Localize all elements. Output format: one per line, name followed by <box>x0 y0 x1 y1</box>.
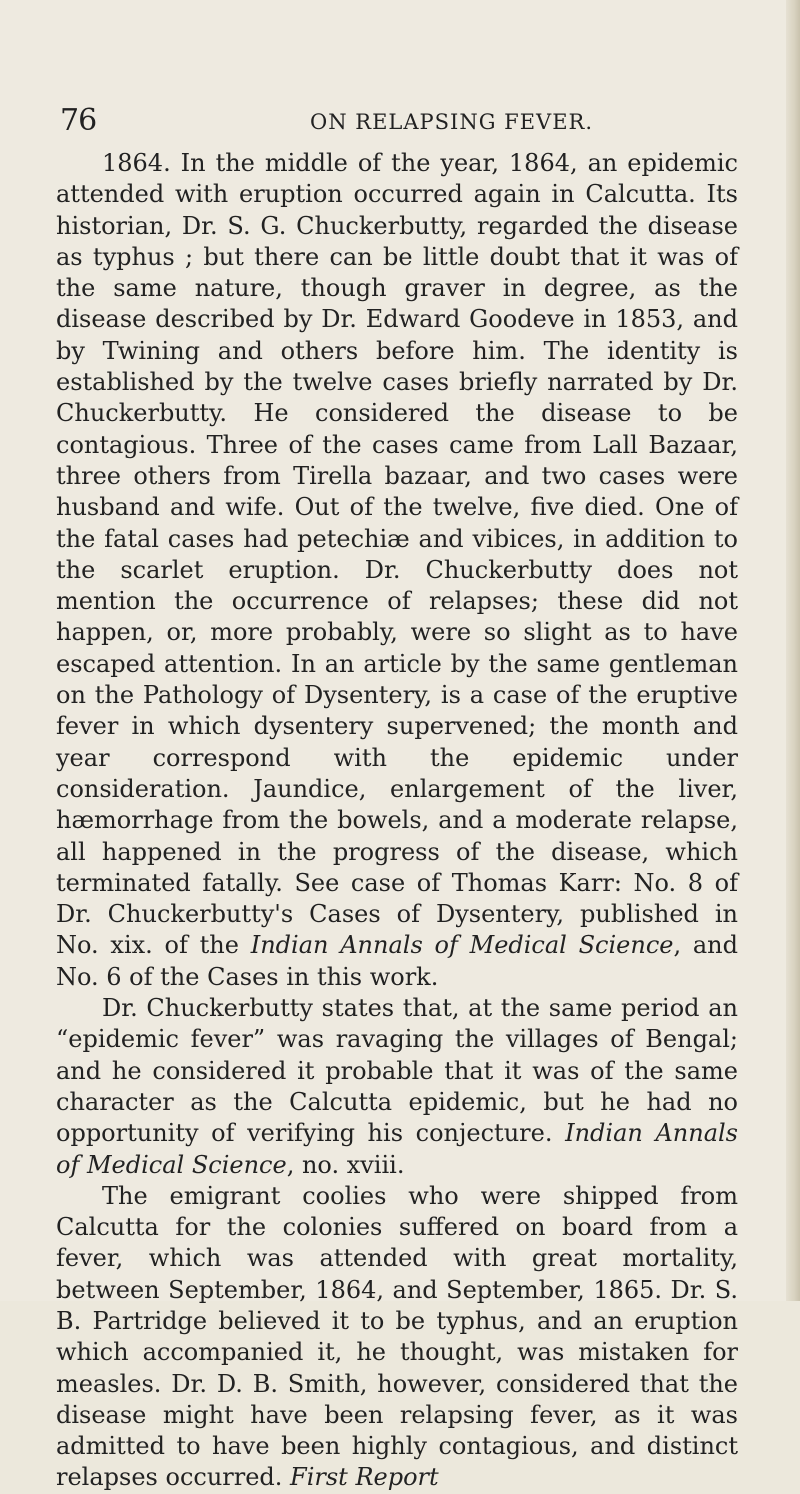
paragraph-text: The emigrant coolies who were shipped from Calcutta for the colonies suffered on board from a fever, which was attended with great mortality, between September, 1864, and September, 1865. Dr. S. B. Partridge believed it to be typhus, and an eruption which accompanied it, he thought, was mistaken for measles. Dr. D. B. Smith, however, considered that the disease might have been relapsing fever, as it was admitted to have been highly contagious, and distinct relapses occurred. <box>56 1181 738 1492</box>
journal-title: Indian Annals of Medical Science <box>250 931 674 960</box>
paragraph-text: , no. xviii. <box>286 1150 405 1179</box>
paragraph-text: 1864. In the middle of the year, 1864, an epidemic attended with eruption occurred again in Calcutta. Its historian, Dr. S. G. Chuckerbutty, regarded the disease as typhus ; but there can be little doubt that it was of the same nature, though graver in degree, as the disease described by Dr. Edward Goodeve in 1853, and by Twining and others before him. The identity is established by the twelve cases briefly narrated by Dr. Chuckerbutty. He considered the disease to be contagious. Three of the cases came from Lall Bazaar, three others from Tirella bazaar, and two cases were husband and wife. Out of the twelve, five died. One of the fatal cases had petechiæ and vibices, in addition to the scarlet eruption. Dr. Chuckerbutty does not mention the occurrence of relapses; these did not happen, or, more probably, were so slight as to have escaped attention. In an article by the same gentleman on the Pathology of Dysentery, is a case of the eruptive fever in which dysentery supervened; the month and year correspond with the epidemic under consideration. Jaundice, enlargement of the liver, hæmorrhage from the bowels, and a moderate relapse, all happened in the progress of the disease, which terminated fatally. See case of Thomas Karr: No. 8 of Dr. Chuckerbutty's Cases of Dysentery, published in No. xix. of the <box>56 149 738 960</box>
paragraph-epidemic-fever-bengal <box>56 993 738 1181</box>
paragraph-1864-epidemic <box>56 148 738 993</box>
journal-title: Indian Annals of Medical Science <box>56 1119 738 1179</box>
paragraph-emigrant-coolies <box>56 1181 738 1494</box>
page-edge <box>786 0 800 1301</box>
paragraph-text: Dr. Chuckerbutty states that, at the same period an “epidemic fever” was ravaging the villages of Bengal; and he considered it probable that it was of the same character as the Calcutta epidemic, but he had no opportunity of verifying his conjecture. <box>56 994 738 1148</box>
page-number: 76 <box>60 103 97 138</box>
paragraph-text: , and No. 6 of the Cases in this work. <box>56 931 739 991</box>
report-title: First Report <box>290 1463 439 1492</box>
body-text <box>56 148 738 1494</box>
running-head: ON RELAPSING FEVER. <box>310 110 594 134</box>
page-header <box>60 104 760 144</box>
